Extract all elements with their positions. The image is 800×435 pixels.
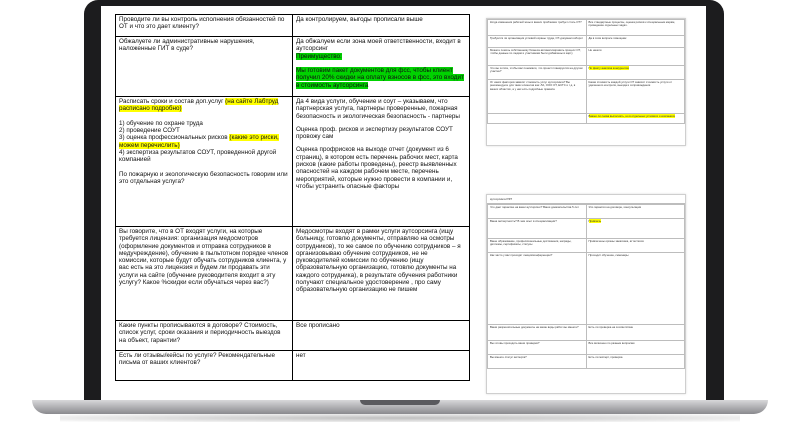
table-row — [116, 227, 470, 321]
laptop-notch — [360, 400, 440, 405]
table-row — [116, 15, 470, 37]
document-page-secondary — [486, 18, 686, 146]
table-row: Вы имеете статус эксперта? Есть ли эксперт, проверка — [488, 355, 685, 369]
table-row: Ваше образование, профессиональные достижения, награды, дипломы, сертификаты, статусы Привлечены органы заказчика, аттестатов — [488, 239, 685, 253]
question-highlight: (какие это риски, можем перечислить) — [119, 134, 279, 149]
table-row — [116, 351, 470, 381]
question-cell: Какие пункты прописываются в договоре? Стоимость, список услуг, сроки оказания и периодичность выездов на объект, гарантии? — [116, 321, 293, 351]
qa-table — [115, 14, 470, 381]
answer-cell: Медосмотры входят в рамки услуги аутсорсинга (ищу больницу, готовлю документы, отправляю на осмотры сотрудников), то же самое по обучению сотрудников – я организовываю обучение сотрудников, не не руководителей комиссии по обучению (ищу образовательную организацию, готовлю документы на каждого сотрудника), в результате обучения работники получают специальное удостоверение , про саму образовательную организацию не пишем — [293, 227, 470, 321]
table-row: От каких факторов зависит стоимость услуг аутсорсинга? Вы рекомендуете для таких клиентов как: ЛА, ООО ОТ, ЕСТС и т.д. в ваших областях, а у нас есть подробные правила Какая стоимость каждой услуги ОТ зависит стоимость услуги от удаленного контроля, выезда и сопровождения — [488, 80, 685, 114]
table-row: Важно ли снова выполнять, но в отдельных условиях и компаниях — [488, 114, 685, 124]
answer-highlight: Мы готовим пакет документов для фсс, чтобы клиент получил 20% скидки на оплату взносов в фсс, это входит в стоимость аутсорсинга — [296, 67, 464, 89]
page-header: аутсорсинга РФТ — [487, 195, 685, 204]
document-page-main — [115, 14, 470, 400]
answer-cell: нет — [293, 351, 470, 381]
answer-highlight: Преимущество: — [296, 52, 342, 60]
question-cell: Обжалуете ли административные нарушения, наложенные ГИТ в суде? — [116, 37, 293, 97]
table-row: Ваша экспертность? В чем опыт в специализации? Привлечь — [488, 219, 685, 239]
laptop-screen — [101, 6, 706, 400]
answer-cell: Все прописано — [293, 321, 470, 351]
table-row: Требуется ли организация условий охраны труда, ОТ-документооборот Да в этом вопросе помощник — [488, 36, 685, 48]
answer-cell — [293, 37, 470, 97]
table-row: Что дает гарантию на ваши аутсорсинг? Ваши доказательства 5 лет Это гарантия на договоре, консультации — [488, 205, 685, 219]
question-cell: Расписать сроки и состав доп.услуг (на сайте Лабтруд расписано подробно) 1) обучение по охране труда 2) проведение СОУТ 3) оценка профессиональных рисков (какие это риски, можем перечислить) 4) экспертиза результатов СОУТ, проведенной другой компанией По пожарную и экологическую безопасность говорим или это отдельная услуга? — [116, 97, 293, 227]
table-row — [116, 37, 470, 97]
answer-text: Да обжалуем если зона моей ответственности, входит в аутсорсинг — [296, 38, 461, 53]
table-row: Можете помочь собственнику бизнеса автоматизировать процесс ОТ, чтобы данные по людям и участникам были добавлены в карту Не нашли — [488, 48, 685, 66]
table-row: Когда изменения рабочей зоны в ваших проблемах требует стать ОТ? Все стандартные процессы, оценка рисков к специальным мерам, проведение отдельных задач. — [488, 20, 685, 36]
secondary-qa-table — [487, 19, 685, 124]
tertiary-qa-table — [487, 204, 685, 369]
question-cell: Проводите ли вы контроль исполнения обязанностей по ОТ и что это дает клиенту? — [116, 15, 293, 37]
question-cell: Есть ли отзывы/кейсы по услуге? Рекомендательные письма от ваших клиентов? — [116, 351, 293, 381]
answer-cell: Да 4 вида услуги, обучение и соут – указываем, что партнерская услуга, партнеры проверенные, пожарная безопасность и экологическая безопасность - партнеры Оценка проф. рисков и экспертизу результатов СОУТ провожу сам Оценка профрисков на выходе отчет (документ из 6 страниц), в котором есть перечень рабочих мест, карта рисков (какие работы проведены), реестр выявленных опасностей на каждом рабочем месте, перечень мероприятий, которые нужно провести в компании и, чтобы устранить опасные факторы — [293, 97, 470, 227]
table-row: Как часто у вас проходят лекции/конференции? Проходит обучение, семинары — [488, 253, 685, 325]
question-text: Расписать сроки и состав доп.услуг — [119, 98, 224, 105]
table-row: Вы готовы проходить ваши проверки? Все включено по разным вопросам — [488, 341, 685, 355]
laptop-shadow — [60, 414, 740, 422]
table-row — [116, 97, 470, 227]
document-page-tertiary — [486, 194, 686, 394]
question-highlight: (на сайте Лабтруд расписано подробно) — [119, 98, 279, 113]
answer-cell: Да контролируем, выгоды прописали выше — [293, 15, 470, 37]
question-cell: Вы говорите, что в ОТ входят услуги, на которые требуется лицензия: организация медосмотров (оформление документов и отправка сотрудников в медучреждение), обучение в пыльтотном порядке членов комиссии, которые будут обучать сотрудников клиента, у вас есть на это лицензия и будем ли продавать эти услуги на сайте (обучение руководителя входит в эту услугу? Какое %скидки если обучаться через вас?) — [116, 227, 293, 321]
table-row: Что вы хотите, чтобы вас понимали, что проект планируется на другом участке? По факту анализа конкурентов — [488, 66, 685, 80]
table-row — [116, 321, 470, 351]
table-row: Ваши разрешительные документы на какие виды работ вы имеете? Есть ли проверка на соответствие — [488, 325, 685, 341]
